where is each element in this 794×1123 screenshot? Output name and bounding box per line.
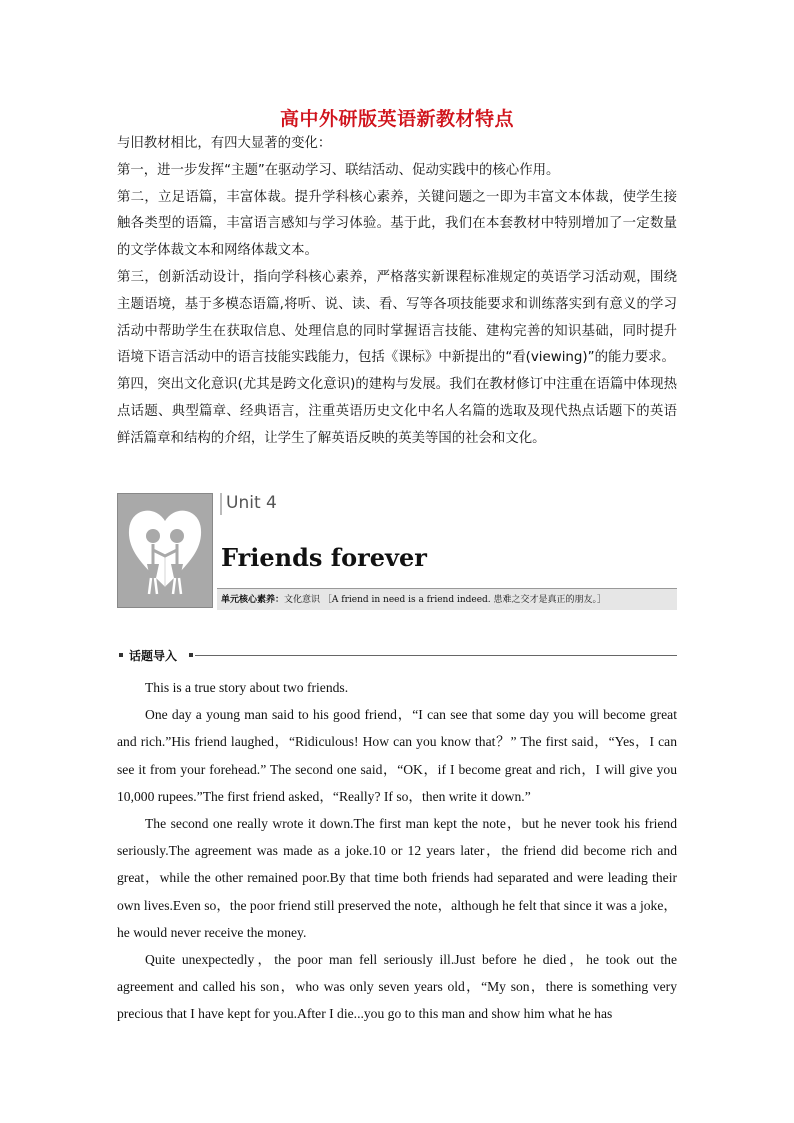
story-paragraph: This is a true story about two friends. — [145, 680, 349, 695]
heart-friends-icon — [122, 498, 208, 603]
unit-banner — [117, 493, 677, 611]
section-heading-text: 话题导入 — [129, 649, 178, 663]
section-heading — [117, 648, 677, 666]
intro-paragraph: 与旧教材相比，有四大显著的变化： — [117, 136, 332, 151]
intro-paragraph: 第一，进一步发挥“主题”在驱动学习、联结活动、促动实践中的核心作用。 — [117, 162, 560, 178]
core-competency-value: 文化意识 ［A friend in need is a friend indeed. 患难之交才是真正的朋友。］ — [284, 595, 607, 605]
bullet-square-icon — [119, 653, 123, 657]
story-text — [117, 674, 677, 1028]
bullet-square-icon — [189, 653, 193, 657]
unit-title: Friends forever — [221, 543, 427, 572]
document-title: 高中外研版英语新教材特点 — [279, 108, 514, 130]
core-competency-bar — [217, 588, 677, 610]
intro-paragraph: 第三，创新活动设计，指向学科核心素养，严格落实新课程标准规定的英语学习活动观，围绕主题语境，基于多模态语篇,将听、说、读、看、写等各项技能要求和训练落实到有意义的学习活动中帮助学生在获取信息、处理信息的同时掌握语言技能、建构完善的知识基础，同时提升语境下语言活动中的语言技能实践能力，包括《课标》中新提出的“看(viewing)”的能力要求。 — [117, 269, 677, 366]
intro-paragraph: 第二，立足语篇，丰富体裁。提升学科核心素养，关键问题之一即为丰富文本体裁，使学生接触各类型的语篇，丰富语言感知与学习体验。基于此，我们在本套教材中特别增加了一定数量的文学体裁文本和网络体裁文本。 — [117, 189, 677, 259]
unit-number: Unit 4 — [220, 493, 277, 515]
story-paragraph: One day a young man said to his good friend，“I can see that some day you will become great and rich.”His friend laughed，“Ridiculous! How can you know that？” The first said，“Yes，I can see it from your forehead.” The second one said，“OK，if I become great and rich，I will give you 10,000 rupees.”The first friend asked，“Really? If so，then write it down.” — [117, 707, 677, 804]
friends-heart-illustration — [117, 493, 213, 608]
story-paragraph: Quite unexpectedly，the poor man fell seriously ill.Just before he died，he took out the agreement and called his son，who was only seven years old，“My son，there is something very precious that I have kept for you.After I die...you go to this man and show him what he has — [117, 952, 677, 1022]
section-divider — [195, 655, 677, 656]
story-paragraph: The second one really wrote it down.The first man kept the note，but he never took his friend seriously.The agreement was made as a joke.10 or 12 years later，the friend did become rich and great，while the other remained poor.By that time both friends had separated and were leading their own lives.Even so，the poor friend still preserved the note，although he felt that since it was a joke，he would never receive the money. — [117, 816, 677, 940]
intro-section — [117, 131, 677, 453]
intro-paragraph: 第四，突出文化意识(尤其是跨文化意识)的建构与发展。我们在教材修订中注重在语篇中体现热点话题、典型篇章、经典语言，注重英语历史文化中名人名篇的选取及现代热点话题下的英语鲜活篇章和结构的介绍，让学生了解英语反映的英美等国的社会和文化。 — [117, 377, 677, 446]
core-competency-label: 单元核心素养： — [221, 595, 285, 605]
